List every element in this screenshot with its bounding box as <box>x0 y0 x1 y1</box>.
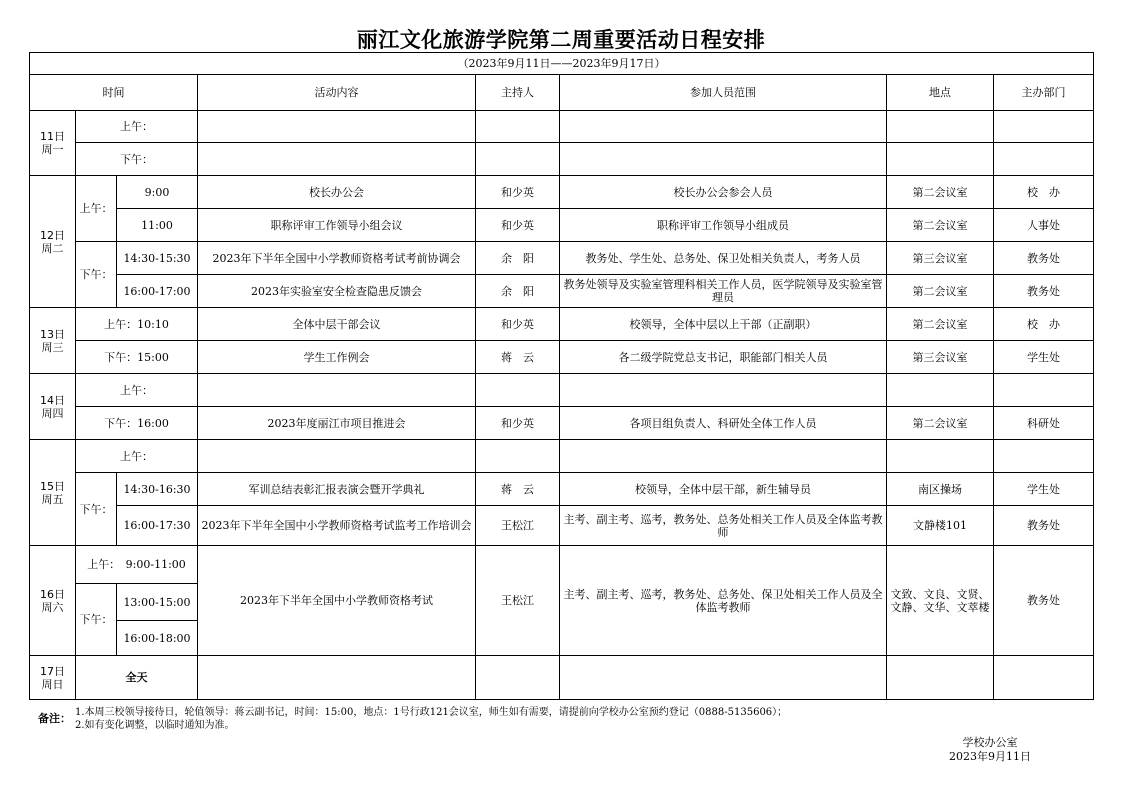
day-cell-14: 14日 周四 <box>30 374 76 440</box>
table-row <box>30 308 1094 341</box>
row-location: 第二会议室 <box>887 407 994 440</box>
header-host: 主持人 <box>476 75 560 111</box>
row-content: 学生工作例会 <box>198 341 476 374</box>
row-location: 南区操场 <box>887 473 994 506</box>
row-participants: 职称评审工作领导小组成员 <box>560 209 887 242</box>
row-content: 2023年实验室安全检查隐患反馈会 <box>198 275 476 308</box>
row-participants: 主考、副主考、巡考，教务处、总务处、保卫处相关工作人员及全体监考教师 <box>560 546 887 656</box>
row-host: 蒋 云 <box>476 341 560 374</box>
time-label-pm: 下午： <box>76 143 198 176</box>
header-time: 时间 <box>30 75 198 111</box>
row-time: 13:00-15:00 <box>117 584 198 621</box>
table-row <box>30 656 1094 700</box>
row-content: 2023年下半年全国中小学教师资格考试考前协调会 <box>198 242 476 275</box>
row-participants: 校领导，全体中层干部，新生辅导员 <box>560 473 887 506</box>
header-content: 活动内容 <box>198 75 476 111</box>
row-time: 下午：16:00 <box>76 407 198 440</box>
row-time: 11:00 <box>117 209 198 242</box>
row-participants: 各项目组负责人、科研处全体工作人员 <box>560 407 887 440</box>
row-host: 蒋 云 <box>476 473 560 506</box>
header-row <box>30 75 1094 111</box>
row-participants: 校长办公会参会人员 <box>560 176 887 209</box>
row-time: 下午：15:00 <box>76 341 198 374</box>
row-organizer: 人事处 <box>994 209 1094 242</box>
signature-block <box>930 736 1050 764</box>
time-label-am: 上午： <box>76 176 117 242</box>
table-row <box>30 407 1094 440</box>
row-organizer: 校 办 <box>994 176 1094 209</box>
row-organizer: 学生处 <box>994 473 1094 506</box>
table-row <box>30 242 1094 275</box>
time-label-pm: 下午： <box>76 473 117 546</box>
day-cell-16: 16日 周六 <box>30 546 76 656</box>
table-row <box>30 341 1094 374</box>
time-label-am: 上午： <box>76 440 198 473</box>
row-participants: 各二级学院党总支书记，职能部门相关人员 <box>560 341 887 374</box>
day-cell-11: 11日 周一 <box>30 111 76 176</box>
row-content: 军训总结表彰汇报表演会暨开学典礼 <box>198 473 476 506</box>
table-row <box>30 374 1094 407</box>
row-host: 余 阳 <box>476 242 560 275</box>
row-time: 上午： 9:00-11:00 <box>76 546 198 584</box>
row-location: 第三会议室 <box>887 341 994 374</box>
row-time: 16:00-18:00 <box>117 621 198 656</box>
row-time: 16:00-17:00 <box>117 275 198 308</box>
header-location: 地点 <box>887 75 994 111</box>
time-label-am: 上午： <box>76 374 198 407</box>
row-time: 16:00-17:30 <box>117 506 198 546</box>
row-host: 和少英 <box>476 176 560 209</box>
day-cell-13: 13日 周三 <box>30 308 76 374</box>
row-location: 第二会议室 <box>887 209 994 242</box>
row-time: 14:30-16:30 <box>117 473 198 506</box>
row-participants: 校领导，全体中层以上干部（正副职） <box>560 308 887 341</box>
row-participants: 教务处领导及实验室管理科相关工作人员，医学院领导及实验室管理员 <box>560 275 887 308</box>
row-organizer: 科研处 <box>994 407 1094 440</box>
row-organizer: 教务处 <box>994 242 1094 275</box>
signature-office: 学校办公室 <box>962 736 1018 749</box>
row-time: 9:00 <box>117 176 198 209</box>
row-location: 第二会议室 <box>887 308 994 341</box>
row-time: 14:30-15:30 <box>117 242 198 275</box>
row-host: 王松江 <box>476 546 560 656</box>
time-label-pm: 下午： <box>76 584 117 656</box>
row-organizer: 教务处 <box>994 275 1094 308</box>
document-title: 丽江文化旅游学院第二周重要活动日程安排 <box>356 28 766 52</box>
header-participants: 参加人员范围 <box>560 75 887 111</box>
row-host: 和少英 <box>476 209 560 242</box>
row-organizer: 教务处 <box>994 546 1094 656</box>
table-row <box>30 473 1094 506</box>
row-location: 第二会议室 <box>887 275 994 308</box>
day-cell-15: 15日 周五 <box>30 440 76 546</box>
notes-line-2: 2.如有变化调整，以临时通知为准。 <box>75 720 235 731</box>
row-location: 文静楼101 <box>887 506 994 546</box>
row-content: 2023年度丽江市项目推进会 <box>198 407 476 440</box>
row-host: 和少英 <box>476 308 560 341</box>
row-content: 2023年下半年全国中小学教师资格考试 <box>198 546 476 656</box>
row-host: 王松江 <box>476 506 560 546</box>
table-row <box>30 506 1094 546</box>
all-day-label: 全天 <box>76 656 198 700</box>
time-label-am: 上午： <box>76 111 198 143</box>
row-content: 2023年下半年全国中小学教师资格考试监考工作培训会 <box>198 506 476 546</box>
notes-label: 备注： <box>38 712 71 725</box>
table-row <box>30 275 1094 308</box>
table-row <box>30 111 1094 143</box>
row-host: 和少英 <box>476 407 560 440</box>
row-location: 第二会议室 <box>887 176 994 209</box>
time-label-pm: 下午： <box>76 242 117 308</box>
row-content: 全体中层干部会议 <box>198 308 476 341</box>
notes-line-1: 1.本周三校领导接待日，轮值领导：蒋云副书记，时间：15:00，地点：1号行政121会议室，师生如有需要，请提前向学校办公室预约登记（0888-5135606）； <box>75 707 788 718</box>
day-cell-12: 12日 周二 <box>30 176 76 308</box>
row-participants: 教务处、学生处、总务处、保卫处相关负责人，考务人员 <box>560 242 887 275</box>
table-row <box>30 440 1094 473</box>
signature-date: 2023年9月11日 <box>949 750 1031 763</box>
row-location: 第三会议室 <box>887 242 994 275</box>
row-organizer: 校 办 <box>994 308 1094 341</box>
row-time: 上午：10:10 <box>76 308 198 341</box>
table-row <box>30 143 1094 176</box>
day-cell-17: 17日 周日 <box>30 656 76 700</box>
row-participants: 主考、副主考、巡考，教务处、总务处相关工作人员及全体监考教师 <box>560 506 887 546</box>
table-row <box>30 209 1094 242</box>
row-organizer: 教务处 <box>994 506 1094 546</box>
header-organizer: 主办部门 <box>994 75 1094 111</box>
row-location: 文致、文良、文贤、文静、文华、文萃楼 <box>887 546 994 656</box>
row-host: 余 阳 <box>476 275 560 308</box>
row-content: 职称评审工作领导小组会议 <box>198 209 476 242</box>
schedule-table <box>29 52 1094 700</box>
row-organizer: 学生处 <box>994 341 1094 374</box>
table-row <box>30 176 1094 209</box>
date-range: （2023年9月11日——2023年9月17日） <box>30 53 1094 75</box>
row-content: 校长办公会 <box>198 176 476 209</box>
table-row <box>30 546 1094 584</box>
